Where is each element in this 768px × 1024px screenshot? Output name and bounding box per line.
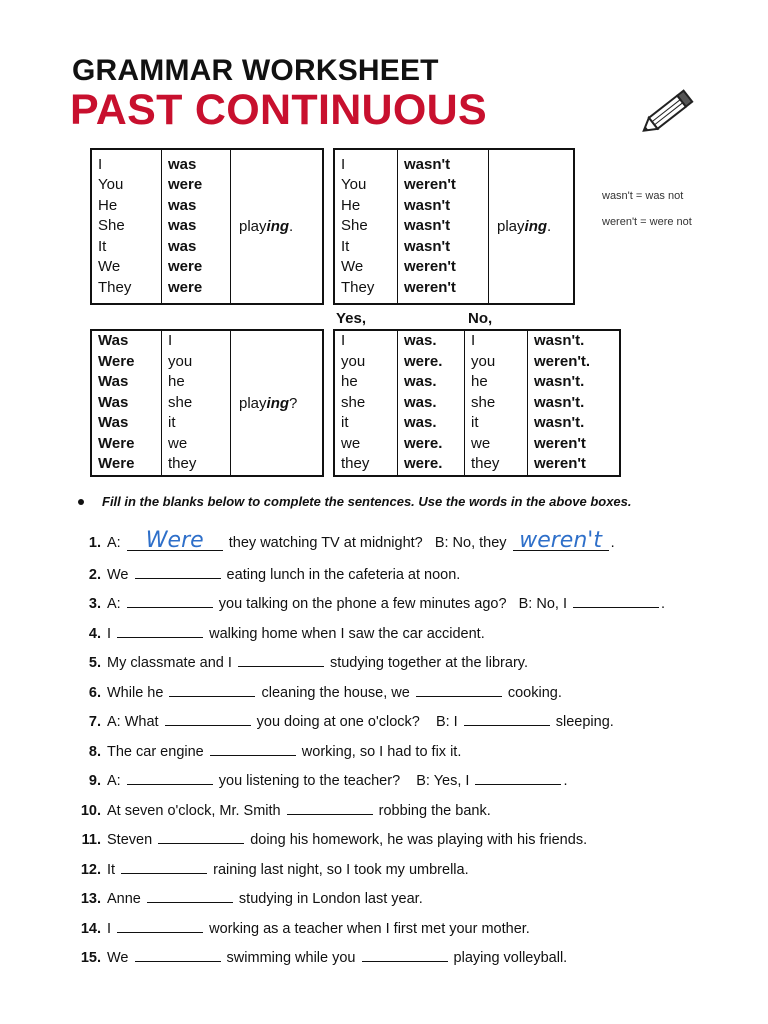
- sentence-text: While he: [107, 684, 168, 701]
- sentence-text: playing volleyball.: [449, 950, 568, 966]
- answer-blank[interactable]: [238, 650, 324, 667]
- verb-stem: play: [239, 394, 267, 412]
- affirmative-verbs: [162, 149, 231, 304]
- subject: they: [341, 455, 370, 473]
- instruction-text: Fill in the blanks below to complete the sentences. Use the words in the above boxes.: [102, 494, 632, 509]
- sentence-text: We: [107, 566, 133, 583]
- sentence-text: I: [107, 625, 116, 642]
- aux-verb: Were: [98, 434, 135, 452]
- sentence-text: you talking on the phone a few minutes ago? B: No, I: [214, 596, 572, 612]
- aux-verb: wasn't: [404, 155, 451, 173]
- exercise-item: [70, 739, 461, 761]
- verb-punct: .: [547, 218, 552, 235]
- question-subjects: [162, 330, 231, 476]
- negative-subjects: [334, 149, 398, 304]
- subject: you: [471, 352, 496, 370]
- item-number: 10.: [80, 802, 101, 819]
- verb-punct: ?: [289, 394, 298, 412]
- exercise-item: [70, 768, 568, 790]
- sentence-text: working as a teacher when I first met your mother.: [205, 920, 530, 937]
- subject: he: [341, 373, 358, 391]
- yes-verbs: [398, 330, 465, 476]
- aux-verb: Was: [98, 373, 129, 391]
- aux-verb: Were: [98, 455, 135, 473]
- aux-verb: were: [168, 278, 203, 296]
- item-number: 13.: [80, 891, 101, 907]
- aux-verb: was: [168, 155, 197, 173]
- verb-stem: play: [497, 218, 525, 235]
- item-number: 3.: [88, 596, 101, 612]
- item-number: 9.: [88, 773, 101, 789]
- aux-verb: were.: [404, 434, 443, 452]
- answer-blank[interactable]: [416, 680, 502, 697]
- aux-verb: wasn't: [404, 217, 451, 235]
- item-number: 14.: [80, 920, 101, 937]
- item-number: 12.: [80, 861, 101, 878]
- answer-blank[interactable]: [169, 680, 255, 697]
- subject: I: [341, 155, 346, 173]
- aux-verb: were: [168, 258, 203, 276]
- aux-verb: was.: [404, 373, 437, 391]
- item-number: 7.: [88, 714, 101, 730]
- question-table: [90, 329, 324, 477]
- subject: They: [341, 278, 375, 296]
- sentence-text: doing his homework, he was playing with his friends.: [246, 832, 588, 848]
- aux-verb: weren't.: [534, 352, 591, 370]
- sentence-text: robbing the bank.: [374, 802, 491, 819]
- sentence-text: you doing at one o'clock? B: I: [252, 714, 462, 730]
- sentence-text: they watching TV at midnight? B: No, they: [224, 535, 511, 551]
- question-auxiliaries: [91, 330, 162, 476]
- negative-verbs: [398, 149, 489, 304]
- aux-verb: was: [168, 237, 197, 255]
- item-number: 8.: [88, 743, 101, 760]
- subject: I: [98, 155, 103, 173]
- item-number: 4.: [88, 625, 101, 642]
- answer-blank[interactable]: [117, 621, 203, 638]
- subject: it: [471, 414, 479, 432]
- item-number: 11.: [81, 832, 101, 848]
- exercise-item: [70, 528, 615, 554]
- verb-punct: .: [289, 218, 294, 235]
- answer-blank[interactable]: [135, 945, 221, 962]
- question-main-verb: [231, 330, 324, 476]
- exercise-item: [70, 591, 665, 613]
- subject: You: [341, 176, 367, 194]
- subject: he: [471, 373, 488, 391]
- subject: You: [98, 176, 124, 194]
- subject: she: [168, 393, 193, 411]
- aux-verb: Was: [98, 332, 129, 350]
- filled-answer[interactable]: weren't: [513, 532, 609, 551]
- answer-blank[interactable]: [135, 562, 221, 579]
- answer-blank[interactable]: [464, 709, 550, 726]
- no-subjects: [465, 330, 528, 476]
- sentence-text: Steven: [107, 832, 157, 848]
- subject: it: [168, 414, 176, 432]
- sentence-text: We: [107, 950, 133, 966]
- no-verbs: [528, 330, 621, 476]
- answer-blank[interactable]: [210, 739, 296, 756]
- verb-stem: play: [239, 218, 267, 235]
- verb-suffix: ing: [266, 218, 290, 235]
- sentence-text: A: What: [107, 714, 163, 730]
- aux-verb: were: [168, 176, 203, 194]
- sentence-text: working, so I had to fix it.: [297, 743, 462, 760]
- exercise-item: [70, 621, 485, 643]
- aux-verb: were.: [404, 455, 443, 473]
- negative-table: [333, 148, 575, 305]
- exercise-item: [70, 827, 587, 849]
- exercise-item: [70, 562, 460, 584]
- affirmative-table: [90, 148, 324, 305]
- answer-blank[interactable]: [362, 945, 448, 962]
- sentence-text: .: [661, 596, 666, 612]
- sentence-text: It: [107, 861, 120, 878]
- answer-blank[interactable]: [127, 768, 213, 785]
- sentence-text: studying together at the library.: [325, 655, 528, 671]
- contraction-note: weren't = were not: [602, 216, 692, 228]
- aux-verb: weren't: [404, 176, 456, 194]
- worksheet-subtitle: PAST CONTINUOUS: [70, 86, 487, 134]
- sentence-text: .: [563, 773, 568, 789]
- sentence-text: A:: [107, 773, 125, 789]
- aux-verb: wasn't: [404, 196, 451, 214]
- subject: we: [341, 434, 361, 452]
- subject: I: [471, 332, 476, 350]
- negative-main-verb: [489, 149, 575, 304]
- subject: they: [471, 455, 500, 473]
- aux-verb: was.: [404, 414, 437, 432]
- item-number: 2.: [88, 566, 101, 583]
- sentence-text: cooking.: [503, 684, 562, 701]
- subject: I: [341, 332, 346, 350]
- answer-blank[interactable]: [147, 886, 233, 903]
- aux-verb: was.: [404, 332, 437, 350]
- subject: she: [471, 393, 496, 411]
- sentence-text: cleaning the house, we: [257, 684, 414, 701]
- aux-verb: Was: [98, 393, 129, 411]
- subject: It: [341, 237, 350, 255]
- exercise-item: [70, 709, 614, 731]
- aux-verb: were.: [404, 352, 443, 370]
- aux-verb: was: [168, 196, 197, 214]
- pencil-icon: [636, 86, 700, 140]
- short-answers-table: [333, 329, 621, 477]
- aux-verb: Were: [98, 352, 135, 370]
- subject: We: [341, 258, 364, 276]
- subject: She: [341, 217, 368, 235]
- bullet-icon: [78, 499, 84, 505]
- aux-verb: wasn't.: [534, 373, 585, 391]
- exercise-item: [70, 798, 491, 820]
- subject: we: [471, 434, 491, 452]
- aux-verb: wasn't.: [534, 332, 585, 350]
- filled-answer[interactable]: Were: [127, 532, 223, 551]
- exercise-item: [70, 945, 567, 967]
- sentence-text: raining last night, so I took my umbrella.: [209, 861, 469, 878]
- sentence-text: My classmate and I: [107, 655, 236, 671]
- aux-verb: was: [168, 217, 197, 235]
- subject: she: [341, 393, 366, 411]
- affirmative-main-verb: [231, 149, 324, 304]
- sentence-text: eating lunch in the cafeteria at noon.: [222, 566, 461, 583]
- answer-blank[interactable]: [287, 798, 373, 815]
- sentence-text: A:: [107, 535, 125, 551]
- sentence-text: walking home when I saw the car accident.: [205, 625, 485, 642]
- subject: We: [98, 258, 121, 276]
- exercise-item: [70, 680, 562, 702]
- subject: It: [98, 237, 107, 255]
- verb-suffix: ing: [266, 394, 290, 412]
- exercise-item: [70, 886, 423, 908]
- worksheet-title: GRAMMAR WORKSHEET: [72, 54, 439, 87]
- instructions: [78, 494, 632, 509]
- yes-subjects: [334, 330, 398, 476]
- aux-verb: weren't: [534, 434, 586, 452]
- sentence-text: A:: [107, 596, 125, 612]
- sentence-text: studying in London last year.: [234, 891, 423, 907]
- answer-blank[interactable]: [127, 591, 213, 608]
- aux-verb: weren't: [534, 455, 586, 473]
- aux-verb: weren't: [404, 278, 456, 296]
- exercise-item: [70, 916, 530, 938]
- aux-verb: wasn't: [404, 237, 451, 255]
- item-number: 6.: [88, 684, 101, 701]
- exercise-item: [70, 650, 528, 672]
- sentence-text: Anne: [107, 891, 145, 907]
- sentence-text: swimming while you: [222, 950, 360, 966]
- affirmative-subjects: [91, 149, 162, 304]
- subject: it: [341, 414, 349, 432]
- subject: I: [168, 332, 173, 350]
- aux-verb: wasn't.: [534, 393, 585, 411]
- exercise-item: [70, 857, 469, 879]
- sentence-text: The car engine: [107, 743, 208, 760]
- subject: they: [168, 455, 197, 473]
- aux-verb: was.: [404, 393, 437, 411]
- answer-blank[interactable]: [117, 916, 203, 933]
- subject: He: [98, 196, 118, 214]
- aux-verb: Was: [98, 414, 129, 432]
- aux-verb: wasn't.: [534, 414, 585, 432]
- sentence-text: you listening to the teacher? B: Yes, I: [214, 773, 474, 789]
- answer-blank[interactable]: [121, 857, 207, 874]
- answer-blank[interactable]: [158, 827, 244, 844]
- no-label: No,: [468, 310, 493, 327]
- sentence-text: At seven o'clock, Mr. Smith: [107, 802, 285, 819]
- verb-suffix: ing: [524, 218, 548, 235]
- subject: he: [168, 373, 185, 391]
- subject: He: [341, 196, 361, 214]
- subject: you: [341, 352, 366, 370]
- answer-blank[interactable]: [165, 709, 251, 726]
- item-number: 5.: [88, 655, 101, 671]
- item-number: 1.: [88, 535, 101, 551]
- sentence-text: I: [107, 920, 116, 937]
- item-number: 15.: [80, 950, 101, 966]
- answer-blank[interactable]: [475, 768, 561, 785]
- subject: you: [168, 352, 193, 370]
- subject: She: [98, 217, 125, 235]
- subject: They: [98, 278, 132, 296]
- subject: we: [168, 434, 188, 452]
- contraction-note: wasn't = was not: [602, 190, 684, 202]
- sentence-text: .: [610, 535, 615, 551]
- yes-label: Yes,: [336, 310, 367, 327]
- aux-verb: weren't: [404, 258, 456, 276]
- sentence-text: sleeping.: [551, 714, 614, 730]
- answer-blank[interactable]: [573, 591, 659, 608]
